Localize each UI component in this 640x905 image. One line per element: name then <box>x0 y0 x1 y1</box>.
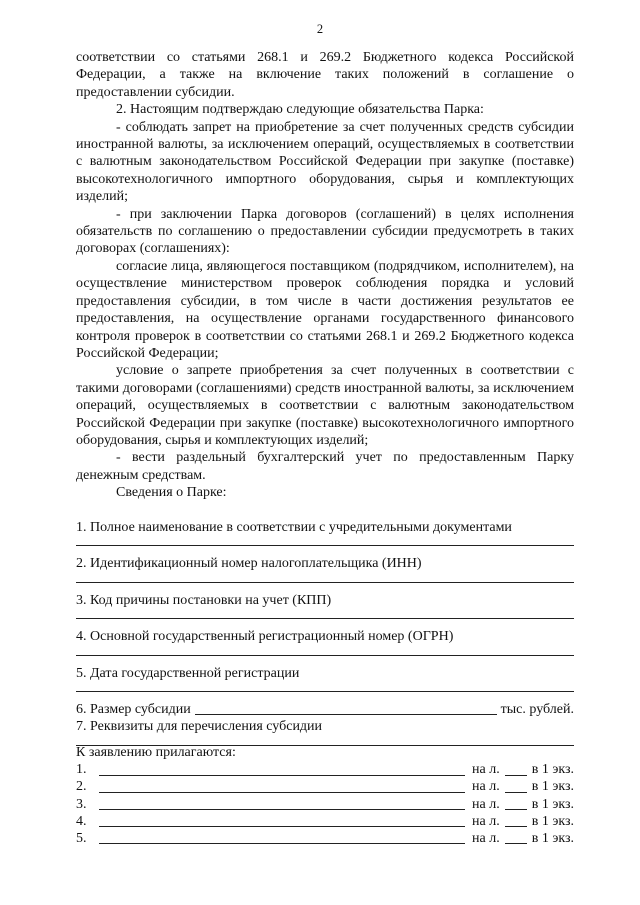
park-info-fields <box>76 519 574 755</box>
field-label-requisites: 7. Реквизиты для перечисления субсидии <box>76 719 323 735</box>
page-number: 2 <box>316 22 324 36</box>
attachments-section <box>76 744 574 847</box>
paragraph-accounting: - вести раздельный бухгалтерский учет по предоставленным Парку денежным средствам. <box>76 450 574 483</box>
attachment-pages-label: на л. <box>472 830 500 846</box>
paragraph-currency-ban: - соблюдать запрет на приобретение за счет полученных средств субсидии иностранной валюты, за исключением операций, осуществляемых в соответствии с валютным законодательством Российской Федерации при закупке (поставке) высокотехнологичного импортного оборудования, сырья и комплектующих изделий; <box>76 119 574 205</box>
document-body <box>76 49 574 502</box>
attachment-row <box>76 779 574 796</box>
attachment-copies-label: в 1 экз. <box>531 779 574 795</box>
field-label-full-name: 1. Полное наименование в соответствии с учредительными документами <box>76 520 512 535</box>
paragraph-continuation: соответствии со статьями 268.1 и 269.2 Бюджетного кодекса Российской Федерации, а также на включение таких положений в соглашение о предоставлении субсидии. <box>76 50 574 100</box>
attachment-line[interactable] <box>99 797 466 810</box>
attachment-pages-label: на л. <box>472 762 500 778</box>
attachment-pages-label: на л. <box>472 796 500 812</box>
field-line-ogrn[interactable] <box>76 646 574 656</box>
attachment-pages-line[interactable] <box>505 780 527 793</box>
attachment-row <box>76 761 574 778</box>
attachment-number: 3. <box>76 796 87 812</box>
attachments-title: К заявлению прилагаются: <box>76 745 236 760</box>
paragraph-contracts: - при заключении Парка договоров (соглашений) в целях исполнения обязательств по соглашению о предоставлении субсидии предусмотреть в таких договорах (соглашениях): <box>76 206 574 257</box>
attachment-row <box>76 796 574 813</box>
field-line-full-name[interactable] <box>76 536 574 546</box>
attachment-copies-label: в 1 экз. <box>531 830 574 846</box>
attachment-number: 1. <box>76 762 87 778</box>
paragraph-supplier-consent: согласие лица, являющегося поставщиком (подрядчиком, исполнителем), на осуществление министерством проверок соблюдения порядка и условий предоставления субсидии, в том числе в части достижения результатов ее предоставления, на осуществление органами государственного финансового контроля проверок в соответствии со статьями 268.1 и 269.2 Бюджетного кодекса Российской Федерации; <box>76 258 574 361</box>
field-label-registration-date: 5. Дата государственной регистрации <box>76 665 300 681</box>
field-label-kpp: 3. Код причины постановки на учет (КПП) <box>76 592 332 608</box>
attachment-pages-label: на л. <box>472 813 500 829</box>
field-unit-subsidy: тыс. рублей. <box>500 702 574 718</box>
field-line-subsidy[interactable] <box>195 701 497 715</box>
attachment-pages-line[interactable] <box>505 763 527 776</box>
attachment-copies-label: в 1 экз. <box>531 813 574 829</box>
attachment-line[interactable] <box>99 763 466 776</box>
attachment-row <box>76 830 574 847</box>
field-line-registration-date[interactable] <box>76 682 574 692</box>
paragraph-obligations-heading: 2. Настоящим подтверждаю следующие обязательства Парка: <box>116 102 484 118</box>
attachment-number: 2. <box>76 779 87 795</box>
field-line-inn[interactable] <box>76 573 574 583</box>
attachment-number: 5. <box>76 830 87 846</box>
attachment-copies-label: в 1 экз. <box>531 796 574 812</box>
attachment-line[interactable] <box>99 831 466 844</box>
field-line-kpp[interactable] <box>76 609 574 619</box>
attachment-pages-line[interactable] <box>505 831 527 844</box>
attachment-pages-label: на л. <box>472 779 500 795</box>
field-label-subsidy: 6. Размер субсидии <box>76 702 191 718</box>
attachment-number: 4. <box>76 813 87 829</box>
field-label-ogrn: 4. Основной государственный регистрационный номер (ОГРН) <box>76 629 454 645</box>
paragraph-currency-condition: условие о запрете приобретения за счет полученных в соответствии с такими договорами (соглашениями) средств иностранной валюты, за исключением операций, осуществляемых в соответствии с валютным законодательством Российской Федерации при закупке (поставке) высокотехнологичного импортного оборудования, сырья и комплектующих изделий; <box>76 363 574 448</box>
attachment-line[interactable] <box>99 780 466 793</box>
field-label-inn: 2. Идентификационный номер налогоплательщика (ИНН) <box>76 556 422 572</box>
attachment-pages-line[interactable] <box>505 814 527 827</box>
paragraph-park-info-heading: Сведения о Парке: <box>116 485 227 501</box>
attachment-copies-label: в 1 экз. <box>531 762 574 778</box>
field-subsidy-amount <box>76 701 574 718</box>
attachment-row <box>76 813 574 830</box>
attachment-pages-line[interactable] <box>505 797 527 810</box>
attachment-line[interactable] <box>99 814 466 827</box>
